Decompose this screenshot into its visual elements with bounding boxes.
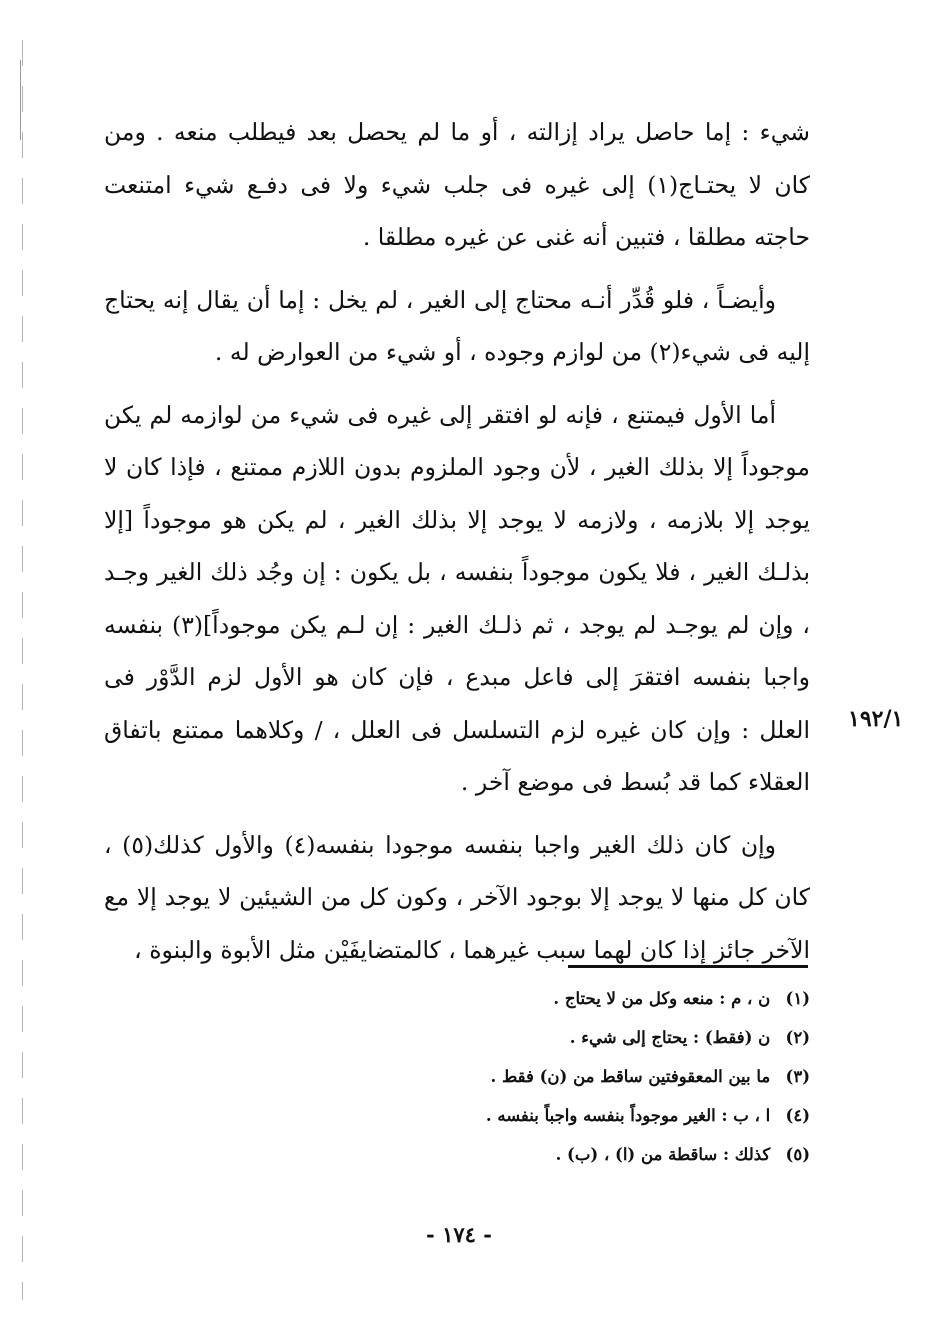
- footnote-separator: [568, 965, 808, 968]
- footnotes: [300, 984, 810, 1179]
- footnote-4: [300, 1101, 810, 1140]
- footnote-text: ن (فقط) : يحتاج إلى شيء .: [569, 1028, 771, 1047]
- footnote-text: ا ، ب : الغير موجوداً بنفسه واجباً بنفسه .: [485, 1106, 771, 1125]
- scan-edge-mark: [20, 60, 21, 140]
- main-text: [104, 106, 810, 986]
- footnote-number: (٣): [785, 1067, 810, 1086]
- footnote-number: (٤): [785, 1106, 810, 1125]
- paragraph-2: وأيضـاً ، فلو قُدِّر أنـه محتاج إلى الغير ، لم يخل : إما أن يقال إنه يحتاج إليه فى شيء(٢) من لوازم وجوده ، أو شيء من العوارض له .: [104, 285, 810, 366]
- footnote-3: [300, 1062, 810, 1101]
- footnote-2: [300, 1023, 810, 1062]
- footnote-text: كذلك : ساقطة من (ا) ، (ب) .: [555, 1145, 771, 1164]
- margin-volume-page-reference: ١٩٢/١: [848, 706, 904, 732]
- footnote-5: [300, 1140, 810, 1179]
- paragraph-3: أما الأول فيمتنع ، فإنه لو افتقر إلى غيره فى شيء من لوازمه لم يكن موجوداً إلا بذلك الغير ، لأن وجود الملزوم بدون اللازم ممتنع ، فإذا كان لا يوجد إلا بلازمه ، ولازمه لا يوجد إلا بذلك الغير ، لم يكن هو موجوداً [إلا بذلـك الغير ، فلا يكون موجوداً بنفسه ، بل يكون : إن وجُد ذلك الغير وجـد ، وإن لم يوجـد لم يوجد ، ثم ذلـك الغير : إن لـم يكن موجوداً](٣) بنفسه واجبا بنفسه افتقرَ إلى فاعل مبدع ، فإن كان هو الأول لزم الدَّوْر فى العلل : وإن كان غيره لزم التسلسل فى العلل ، / وكلاهما ممتنع باتفاق العقلاء كما قد بُسط فى موضع آخر .: [104, 400, 810, 796]
- scan-edge-line: [22, 40, 23, 1300]
- footnote-text: ن ، م : منعه وكل من لا يحتاج .: [553, 989, 771, 1008]
- footnote-number: (١): [785, 989, 810, 1008]
- paragraph-1: شيء : إما حاصل يراد إزالته ، أو ما لم يحصل بعد فيطلب منعه . ومن كان لا يحتـاج(١) إلى غيره فى جلب شيء ولا فى دفـع شيء امتنعت حاجته مطلقا ، فتبين أنه غنى عن غيره مطلقا .: [104, 118, 810, 251]
- page-number: - ١٧٤ -: [426, 1222, 492, 1247]
- paragraph-4: وإن كان ذلك الغير واجبا بنفسه موجودا بنفسه(٤) والأول كذلك(٥) ، كان كل منها لا يوجد إلا بوجود الآخر ، وكون كل من الشيئين لا يوجد إلا مع الآخر جائز إذا كان لهما سبب غيرهما ، كالمتضايفَيْن مثل الأبوة والبنوة ،: [104, 830, 810, 964]
- footnote-number: (٢): [785, 1028, 810, 1047]
- footnote-number: (٥): [785, 1145, 810, 1164]
- footnote-1: [300, 984, 810, 1023]
- footnote-text: ما بين المعقوفتين ساقط من (ن) فقط .: [490, 1067, 771, 1086]
